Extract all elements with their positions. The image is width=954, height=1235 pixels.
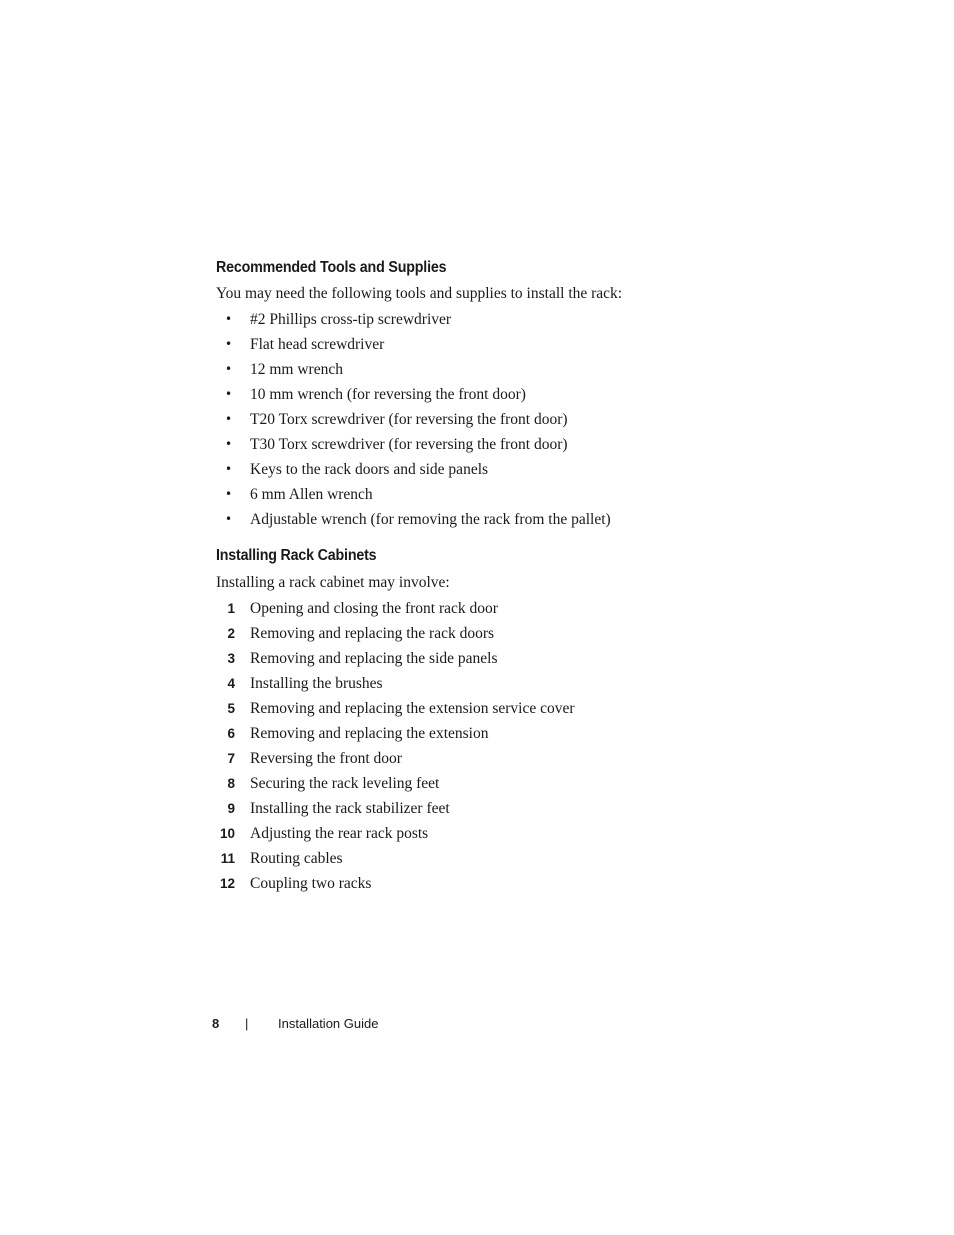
list-item-text: 12 mm wrench (250, 361, 343, 378)
bullet-icon: • (225, 412, 233, 426)
step-text: Removing and replacing the rack doors (250, 625, 495, 642)
step-number: 5 (227, 701, 235, 716)
section-install-intro: Installing a rack cabinet may involve: (216, 574, 450, 591)
page-number: 8 (212, 1016, 220, 1031)
step-text: Removing and replacing the extension (250, 725, 489, 742)
bullet-icon: • (225, 312, 233, 326)
bullet-icon: • (225, 487, 233, 501)
step-text: Removing and replacing the side panels (250, 650, 498, 667)
step-number: 9 (227, 801, 235, 816)
step-number: 6 (227, 726, 235, 741)
step-text: Securing the rack leveling feet (250, 775, 440, 792)
step-text: Installing the brushes (250, 675, 383, 692)
step-text: Removing and replacing the extension service cover (250, 700, 575, 717)
step-number: 10 (219, 826, 235, 841)
bullet-icon: • (225, 512, 233, 526)
bullet-icon: • (225, 362, 233, 376)
list-item-text: #2 Phillips cross-tip screwdriver (250, 311, 452, 328)
step-text: Installing the rack stabilizer feet (250, 800, 450, 817)
footer-title: Installation Guide (278, 1016, 379, 1031)
bullet-icon: • (225, 337, 233, 351)
list-item-text: 10 mm wrench (for reversing the front door) (250, 386, 526, 403)
list-item-text: 6 mm Allen wrench (250, 486, 373, 503)
step-number: 12 (219, 876, 235, 891)
list-item-text: Flat head screwdriver (250, 336, 385, 353)
list-item-text: T30 Torx screwdriver (for reversing the front door) (250, 436, 568, 453)
bullet-icon: • (225, 437, 233, 451)
list-item-text: T20 Torx screwdriver (for reversing the front door) (250, 411, 568, 428)
section-tools-heading: Recommended Tools and Supplies (216, 259, 447, 276)
bullet-icon: • (225, 387, 233, 401)
step-number: 11 (220, 851, 235, 866)
list-item-text: Keys to the rack doors and side panels (250, 461, 489, 478)
bullet-icon: • (225, 462, 233, 476)
section-install-heading: Installing Rack Cabinets (216, 547, 377, 564)
section-tools-intro: You may need the following tools and supplies to install the rack: (216, 285, 623, 302)
footer-separator: | (245, 1016, 249, 1031)
step-number: 3 (227, 651, 235, 666)
step-number: 4 (227, 676, 235, 691)
step-text: Opening and closing the front rack door (250, 600, 498, 617)
step-number: 8 (227, 776, 235, 791)
step-text: Reversing the front door (250, 750, 402, 767)
step-text: Routing cables (250, 850, 343, 867)
step-number: 7 (227, 751, 235, 766)
step-text: Adjusting the rear rack posts (250, 825, 429, 842)
list-item-text: Adjustable wrench (for removing the rack from the pallet) (250, 511, 611, 528)
step-text: Coupling two racks (250, 875, 372, 892)
step-number: 1 (227, 601, 235, 616)
step-number: 2 (227, 626, 235, 641)
